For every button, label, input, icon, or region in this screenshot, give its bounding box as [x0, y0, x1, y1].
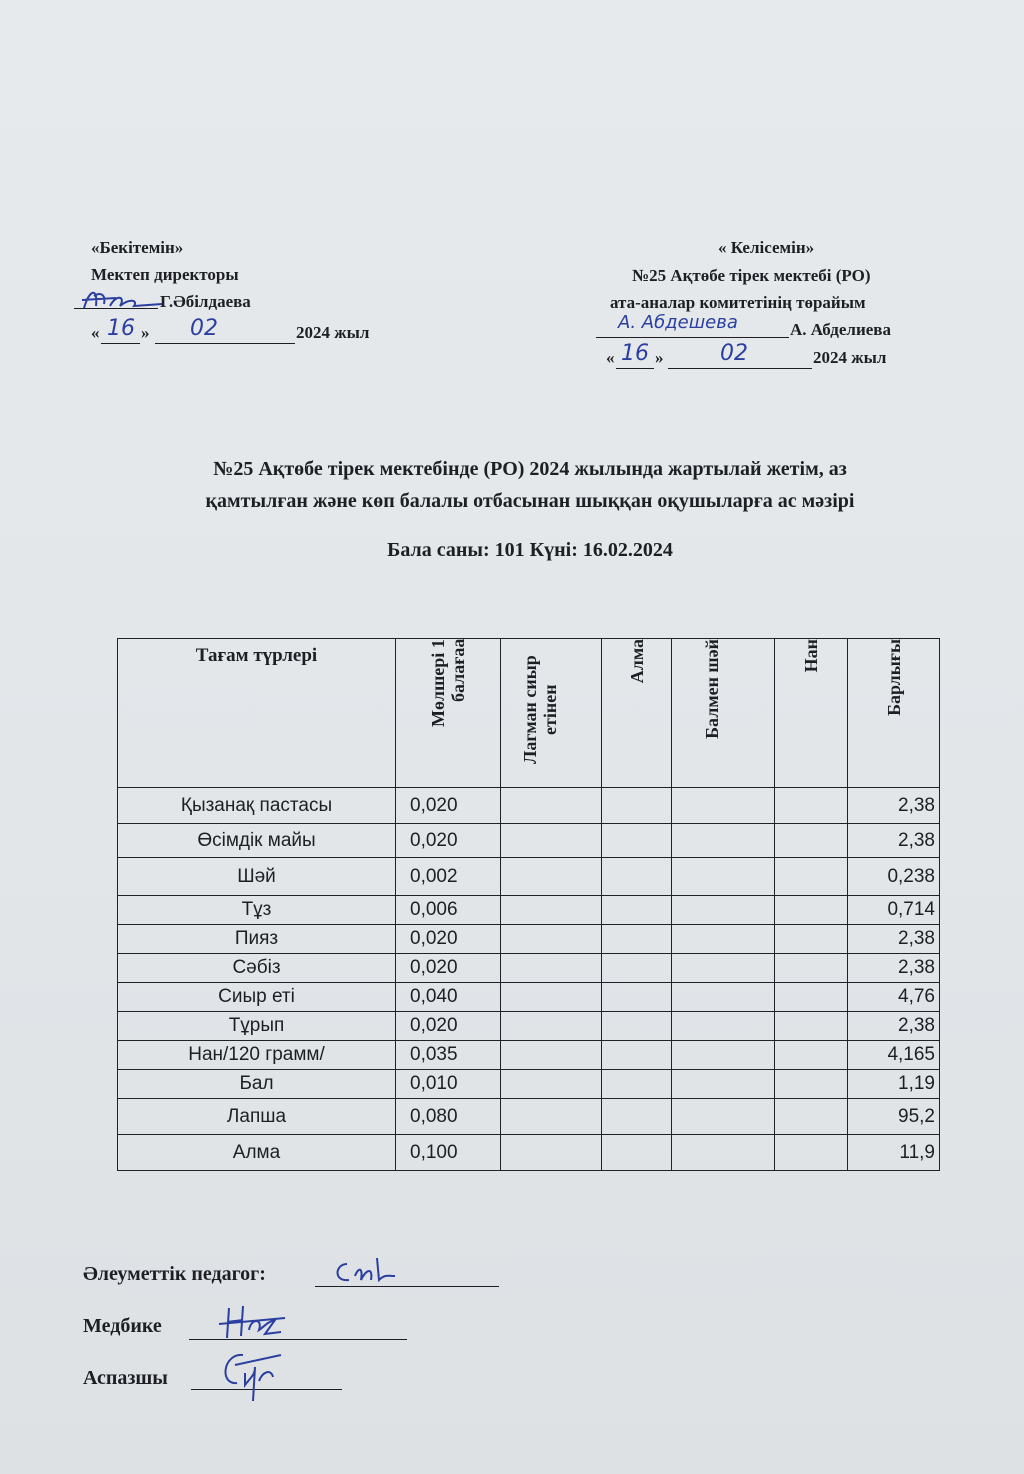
row-qty: 0,006: [396, 896, 501, 925]
row-apple: [602, 1099, 672, 1135]
row-lagman: [501, 1070, 602, 1099]
row-name: Нан/120 грамм/: [118, 1041, 396, 1070]
cook-label: Аспазшы: [83, 1367, 168, 1389]
row-qty: 0,100: [396, 1135, 501, 1171]
agree-day: 16: [621, 341, 649, 366]
header-lagman: Лагман сиыр етінен: [501, 639, 602, 788]
row-total: 95,2: [848, 1099, 940, 1135]
agree-line1: №25 Ақтөбе тірек мектебі (РО): [632, 266, 871, 285]
row-lagman: [501, 925, 602, 954]
social-pedagogue-signature: [325, 1254, 405, 1288]
row-honey-tea: [672, 1041, 775, 1070]
table-row: [118, 858, 940, 896]
row-bread: [775, 983, 848, 1012]
agree-name: А. Абделиева: [790, 320, 891, 339]
row-total: 2,38: [848, 954, 940, 983]
row-name: Тұрып: [118, 1012, 396, 1041]
approve-day: 16: [107, 316, 135, 341]
row-lagman: [501, 1041, 602, 1070]
table-row: [118, 925, 940, 954]
approve-quote-open: «: [91, 323, 100, 342]
row-apple: [602, 983, 672, 1012]
row-lagman: [501, 1099, 602, 1135]
row-lagman: [501, 858, 602, 896]
approve-heading: «Бекітемін»: [91, 238, 184, 257]
row-apple: [602, 788, 672, 824]
row-honey-tea: [672, 788, 775, 824]
table-row: [118, 896, 940, 925]
row-honey-tea: [672, 1135, 775, 1171]
table-row: [118, 1041, 940, 1070]
header-honey-tea: Балмен шәй: [672, 639, 775, 788]
row-name: Пияз: [118, 925, 396, 954]
row-total: 4,76: [848, 983, 940, 1012]
row-name: Лапша: [118, 1099, 396, 1135]
menu-table: [117, 638, 940, 1171]
table-row: [118, 1070, 940, 1099]
row-qty: 0,020: [396, 824, 501, 858]
row-lagman: [501, 983, 602, 1012]
row-apple: [602, 824, 672, 858]
row-lagman: [501, 954, 602, 983]
row-name: Алма: [118, 1135, 396, 1171]
row-apple: [602, 1012, 672, 1041]
table-row: [118, 788, 940, 824]
agree-year: 2024 жыл: [813, 348, 887, 367]
agree-line2: ата-аналар комитетінің төрайым: [610, 293, 866, 312]
row-name: Бал: [118, 1070, 396, 1099]
row-honey-tea: [672, 925, 775, 954]
row-name: Тұз: [118, 896, 396, 925]
approve-month: 02: [190, 316, 218, 341]
approve-quote-close: »: [141, 323, 150, 342]
row-qty: 0,020: [396, 954, 501, 983]
agree-quote-open: «: [606, 348, 615, 367]
row-total: 2,38: [848, 1012, 940, 1041]
approve-year: 2024 жыл: [296, 323, 370, 342]
header-food-types: Тағам түрлері: [118, 639, 396, 788]
row-honey-tea: [672, 1012, 775, 1041]
row-qty: 0,002: [396, 858, 501, 896]
row-honey-tea: [672, 896, 775, 925]
header-portion: Мөлшері 1 балағаа: [396, 639, 501, 788]
row-total: 4,165: [848, 1041, 940, 1070]
row-name: Сиыр еті: [118, 983, 396, 1012]
title-line2: қамтылған және көп балалы отбасынан шыққан оқушыларға ас мәзірі: [205, 490, 855, 512]
row-apple: [602, 1135, 672, 1171]
agree-quote-close: »: [655, 348, 664, 367]
header-apple: Алма: [602, 639, 672, 788]
row-name: Өсімдік майы: [118, 824, 396, 858]
table-row: [118, 824, 940, 858]
row-bread: [775, 1041, 848, 1070]
agree-month-line: [668, 368, 812, 369]
row-bread: [775, 954, 848, 983]
table-row: [118, 1012, 940, 1041]
approve-month-line: [155, 343, 295, 344]
agree-signature-text: А. Абдешева: [618, 312, 738, 333]
agree-day-line: [616, 368, 654, 369]
row-bread: [775, 1012, 848, 1041]
table-row: [118, 983, 940, 1012]
row-lagman: [501, 1135, 602, 1171]
table-row: [118, 1135, 940, 1171]
row-total: 1,19: [848, 1070, 940, 1099]
row-lagman: [501, 1012, 602, 1041]
row-bread: [775, 858, 848, 896]
row-bread: [775, 824, 848, 858]
row-bread: [775, 1135, 848, 1171]
header-total: Барлығы: [848, 639, 940, 788]
row-qty: 0,035: [396, 1041, 501, 1070]
cook-signature: [215, 1345, 295, 1403]
nurse-label: Медбике: [83, 1315, 162, 1337]
row-lagman: [501, 896, 602, 925]
approve-name: Г.Әбілдаева: [160, 292, 251, 311]
row-qty: 0,040: [396, 983, 501, 1012]
row-lagman: [501, 788, 602, 824]
row-qty: 0,080: [396, 1099, 501, 1135]
row-apple: [602, 925, 672, 954]
row-qty: 0,020: [396, 1012, 501, 1041]
row-total: 11,9: [848, 1135, 940, 1171]
table-header-row: [118, 639, 940, 788]
row-qty: 0,010: [396, 1070, 501, 1099]
row-name: Сәбіз: [118, 954, 396, 983]
row-honey-tea: [672, 1099, 775, 1135]
row-apple: [602, 858, 672, 896]
row-total: 2,38: [848, 824, 940, 858]
row-qty: 0,020: [396, 788, 501, 824]
table-row: [118, 1099, 940, 1135]
row-apple: [602, 1070, 672, 1099]
row-honey-tea: [672, 824, 775, 858]
row-honey-tea: [672, 954, 775, 983]
row-total: 2,38: [848, 788, 940, 824]
row-bread: [775, 1070, 848, 1099]
row-honey-tea: [672, 858, 775, 896]
row-total: 2,38: [848, 925, 940, 954]
approve-position: Мектеп директоры: [91, 265, 239, 284]
nurse-signature: [215, 1300, 295, 1342]
header-bread: Нан: [775, 639, 848, 788]
row-bread: [775, 925, 848, 954]
row-apple: [602, 896, 672, 925]
approve-day-line: [101, 343, 140, 344]
row-name: Шәй: [118, 858, 396, 896]
row-bread: [775, 788, 848, 824]
row-lagman: [501, 824, 602, 858]
row-total: 0,714: [848, 896, 940, 925]
row-total: 0,238: [848, 858, 940, 896]
row-apple: [602, 1041, 672, 1070]
row-honey-tea: [672, 983, 775, 1012]
row-bread: [775, 1099, 848, 1135]
social-pedagogue-label: Әлеуметтік педагог:: [83, 1263, 266, 1285]
row-honey-tea: [672, 1070, 775, 1099]
row-bread: [775, 896, 848, 925]
director-signature: [76, 282, 166, 318]
agree-heading: « Келісемін»: [718, 238, 815, 257]
agree-sign-line: [596, 337, 789, 338]
table-row: [118, 954, 940, 983]
row-name: Қызанақ пастасы: [118, 788, 396, 824]
table-body: [118, 788, 940, 1171]
count-date-line: Бала саны: 101 Күні: 16.02.2024: [387, 539, 673, 561]
title-line1: №25 Ақтөбе тірек мектебінде (РО) 2024 жылында жартылай жетім, аз: [213, 458, 847, 480]
row-qty: 0,020: [396, 925, 501, 954]
agree-month: 02: [720, 341, 748, 366]
row-apple: [602, 954, 672, 983]
